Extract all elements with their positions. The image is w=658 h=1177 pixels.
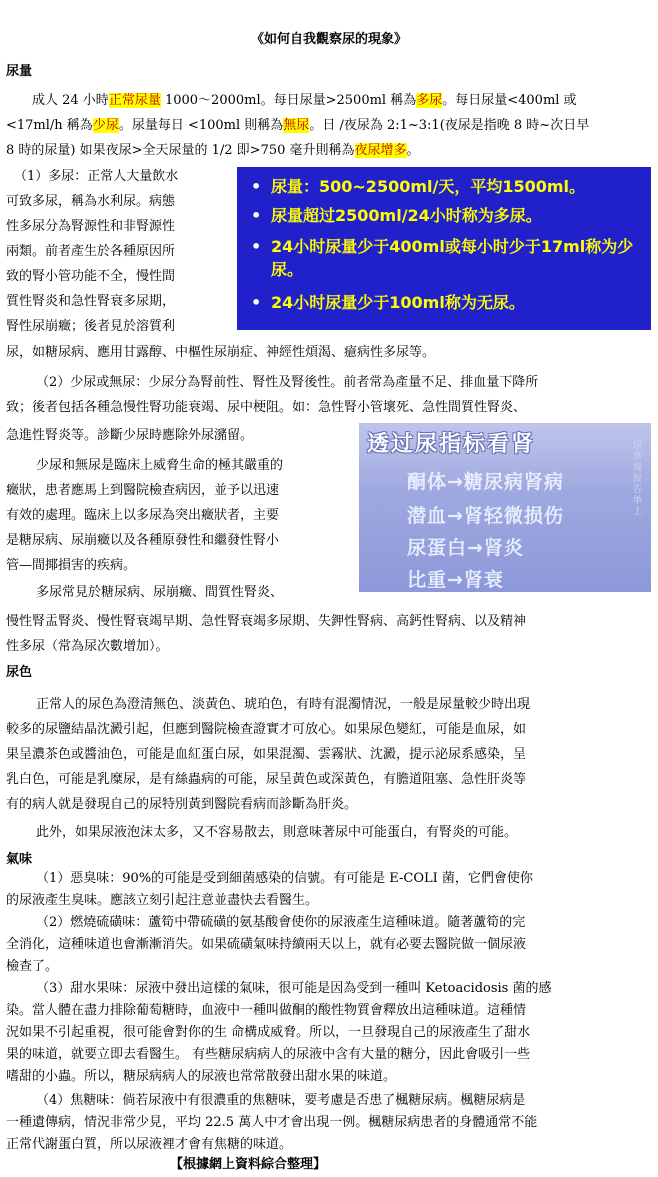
kidney-indicator-line: 潜血→肾轻微损伤 — [407, 505, 564, 527]
text-line: （4）焦糖味：倘若尿液中有很濃重的焦糖味，要考慮是否患了楓糖尿病。楓糖尿病是 — [36, 1093, 526, 1108]
info-box-item: • 尿量：500~2500ml/天，平均1500ml。 — [251, 177, 586, 196]
text-line: 慢性腎盂腎炎、慢性腎衰竭早期、急性腎衰竭多尿期、失鉀性腎病、高鈣性腎病、以及精神 — [6, 614, 527, 629]
bullet-dot-icon: • — [251, 177, 262, 196]
info-box-item: • 尿量超过2500ml/24小时称为多尿。 — [251, 206, 542, 225]
section-heading-color: 尿色 — [6, 665, 33, 680]
section-heading-volume: 尿量 — [6, 64, 33, 79]
text-line: 致；後者包括各種急慢性腎功能衰竭、尿中梗阻。如：急性腎小管壞死、急性間質性腎炎、 — [6, 400, 527, 415]
highlight-normal-volume: 正常尿量 — [108, 93, 161, 108]
text-line: 急進性腎炎等。診斷少尿時應除外尿瀦留。 — [6, 428, 254, 443]
text-line: 的尿液產生臭味。應該立刻引起注意並盡快去看醫生。 — [6, 893, 319, 908]
text-line: 檢查了。 — [6, 959, 59, 974]
text-line: 可致多尿，稱為水利尿。病態 — [6, 194, 176, 209]
urine-volume-info-box — [237, 167, 651, 330]
text-line: 正常代謝蛋白質，所以尿液裡才會有焦糖的味道。 — [6, 1137, 293, 1152]
text-line: 此外，如果尿液泡沫太多，又不容易散去，則意味著尿中可能蛋白，有腎炎的可能。 — [36, 825, 518, 840]
text-line: 乳白色，可能是乳糜尿，是有絲蟲病的可能，尿呈黃色或深黃色，有膽道阻塞、急性肝炎等 — [6, 772, 527, 787]
text-line: 有的病人就是發現自己的尿特別黃到醫院看病而診斷為肝炎。 — [6, 797, 358, 812]
kidney-indicator-image — [359, 423, 651, 592]
text-line: （1）多尿：正常人大量飲水 — [14, 169, 179, 184]
text-line: 有效的處理。臨床上以多尿為突出癥狀者，主要 — [6, 508, 280, 523]
highlight-polyuria: 多尿 — [416, 93, 443, 108]
text-line: 兩類。前者產生於各種原因所 — [6, 244, 176, 259]
text-line: 致的腎小管功能不全，慢性間 — [6, 269, 176, 284]
text-line: （2）燃燒硫磺味：蘆筍中帶硫磺的氨基酸會使你的尿液產生這種味道。隨著蘆筍的完 — [36, 915, 526, 930]
bullet-dot-icon: • — [251, 237, 262, 256]
text-line: （2）少尿或無尿：少尿分為腎前性、腎性及腎後性。前者常為產量不足、排血量下降所 — [36, 375, 539, 390]
text-line: 質性腎炎和急性腎衰多尿期， — [6, 294, 176, 309]
text-line: 性多尿分為腎源性和非腎源性 — [6, 219, 176, 234]
highlight-nocturia: 夜尿增多 — [354, 143, 407, 158]
text-line: 一種遺傳病，情況非常少見，平均 22.5 萬人中才會出現一例。楓糖尿病患者的身體通常不能 — [6, 1115, 538, 1130]
text-line: 正常人的尿色為澄清無色、淡黃色、琥珀色，有時有混濁情況，一般是尿量較少時出現 — [36, 697, 531, 712]
info-box-item: • 24小时尿量少于100ml称为无尿。 — [251, 293, 525, 312]
text-line: 癥狀，患者應馬上到醫院檢查病因，並予以迅速 — [6, 483, 280, 498]
text-line: 較多的尿鹽結晶沈澱引起，但應到醫院檢查證實才可放心。如果尿色變紅，可能是血尿，如 — [6, 722, 527, 737]
text-line: 腎性尿崩癥；後者見於溶質利 — [6, 319, 176, 334]
bullet-dot-icon: • — [251, 293, 262, 312]
kidney-indicator-line: 酮体→糖尿病肾病 — [407, 471, 564, 493]
text-line: 全消化，這種味道也會漸漸消失。如果硫磺氣味持續兩天以上，就有必要去醫院做一個尿液 — [6, 937, 527, 952]
text-line: 性多尿（常為尿次數增加）。 — [6, 639, 169, 654]
kidney-indicator-side-text: 尿常规报告单上 — [633, 441, 643, 517]
volume-intro-paragraph: 成人 24 小時正常尿量 1000～2000ml。每日尿量>2500ml 稱為多尿。每日尿量<400ml 或 <17ml/h 稱為少尿。尿量每日 <100ml 則稱為無尿。日 /夜尿為 2:1~3:1(夜尿是指晚 8 時~次日早 8 時的尿量) 如果夜尿>全天尿量的 1/2 即>750 毫升則稱為夜尿增多。 — [6, 93, 590, 158]
info-box-item: • 24小时尿量少于400ml或每小时少于17ml称为少尿。 — [251, 237, 634, 279]
source-note: 【根據網上資料綜合整理】 — [170, 1157, 327, 1172]
kidney-indicator-line: 尿蛋白→肾炎 — [407, 537, 524, 559]
section-heading-odor: 氣味 — [6, 852, 33, 867]
page-title: 《如何自我觀察尿的現象》 — [250, 32, 407, 47]
highlight-anuria: 無尿 — [283, 118, 310, 133]
bullet-dot-icon: • — [251, 206, 262, 225]
kidney-indicator-title: 透过尿指标看肾 — [367, 432, 536, 457]
text-line: 況如果不引起重視，很可能會對你的生 命構成威脅。所以，一旦發現自己的尿液產生了甜水 — [6, 1025, 531, 1040]
text-line: 嗜甜的小蟲。所以，糖尿病病人的尿液也常常散發出甜水果的味道。 — [6, 1069, 397, 1084]
text-line: 管—間揶損害的疾病。 — [6, 558, 137, 573]
kidney-indicator-line: 比重→肾衰 — [407, 569, 504, 591]
text-line: （1）惡臭味：90%的可能是受到細菌感染的信號。有可能是 E-COLI 菌，它們會使你 — [36, 871, 533, 886]
highlight-oliguria: 少尿 — [92, 118, 119, 133]
text-line: 多尿常見於糖尿病、尿崩癥、間質性腎炎、 — [36, 585, 284, 600]
text-line: 少尿和無尿是臨床上威脅生命的極其嚴重的 — [36, 458, 284, 473]
text-line: 染。當人體在盡力排除葡萄糖時，血液中一種叫做酮的酸性物質會釋放出這種味道。這種情 — [6, 1003, 527, 1018]
text-line: 果的味道，就要立即去看醫生。 有些糖尿病病人的尿液中含有大量的糖分，因此會吸引一些 — [6, 1047, 531, 1062]
text-line: 尿，如糖尿病、應用甘露醇、中樞性尿崩症、神經性煩渴、癔病性多尿等。 — [6, 345, 436, 360]
text-line: （3）甜水果味：尿液中發出這樣的氣味，很可能是因為受到一種叫 Ketoacidosis 菌的感 — [36, 981, 552, 996]
text-line: 是糖尿病、尿崩癥以及各種原發性和繼發性腎小 — [6, 533, 280, 548]
text-line: 果呈濃茶色或醬油色，可能是血紅蛋白尿，如果混濁、雲霧狀、沈澱，提示泌尿系感染，呈 — [6, 747, 527, 762]
